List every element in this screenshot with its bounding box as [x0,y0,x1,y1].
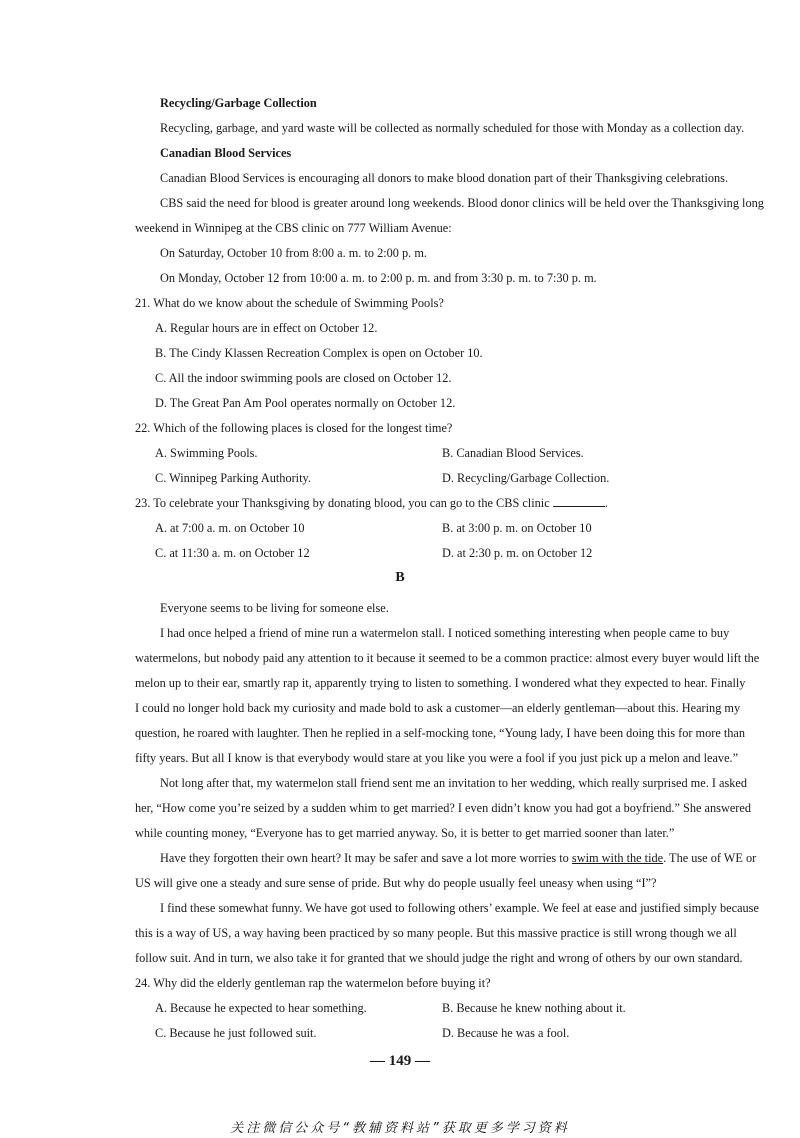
question-24-option-d: D. Because he was a fool. [442,1026,570,1040]
question-21-option-d: D. The Great Pan Am Pool operates normally on October 12. [155,396,456,410]
question-21-option-b: B. The Cindy Klassen Recreation Complex is open on October 10. [155,346,483,360]
passage-line-11-start: Have they forgotten their own heart? It may be safer and save a lot more worries to [160,851,572,865]
question-21-stem: 21. What do we know about the schedule of Swimming Pools? [135,296,444,310]
underlined-phrase: swim with the tide [571,851,664,865]
passage-line-7: fifty years. But all I know is that everybody would stare at you like you were a fool if you just pick up a melon and leave.” [135,751,739,765]
passage-line-11-end: . The use of WE or [663,851,757,865]
question-24-option-b: B. Because he knew nothing about it. [442,1001,626,1015]
question-23-stem-end: . [604,496,608,510]
passage-line-2: I had once helped a friend of mine run a watermelon stall. I noticed something interesting when people came to buy [160,626,730,640]
passage-line-13: I find these somewhat funny. We have got used to following others’ example. We feel at ease and justified simply because [160,901,759,915]
question-24-stem: 24. Why did the elderly gentleman rap the watermelon before buying it? [135,976,491,990]
passage-line-1: Everyone seems to be living for someone else. [160,601,389,615]
blood-paragraph-2-line-1: CBS said the need for blood is greater around long weekends. Blood donor clinics will be held over the Thanksgiving long [160,196,764,210]
recycling-text: Recycling, garbage, and yard waste will be collected as normally scheduled for those with Monday as a collection day. [160,121,745,135]
page-number: — 149 — [370,1053,430,1069]
question-23-option-b: B. at 3:00 p. m. on October 10 [442,521,592,535]
question-22-stem: 22. Which of the following places is closed for the longest time? [135,421,453,435]
passage-line-12: US will give one a steady and sure sense of pride. But why do people usually feel uneasy when using “I”? [135,876,657,890]
passage-line-5: I could no longer hold back my curiosity and made bold to ask a customer—an elderly gentleman—about this. Hearing my [135,701,741,715]
question-24-option-a: A. Because he expected to hear something. [155,1001,367,1015]
passage-line-10: while counting money, “Everyone has to get married anyway. So, it is better to get married sooner than later.” [135,826,675,840]
question-23-stem-text: 23. To celebrate your Thanksgiving by donating blood, you can go to the CBS clinic [135,496,550,510]
passage-line-14: this is a way of US, a way having been practiced by so many people. But this massive practice is still wrong though we all [135,926,737,940]
question-21-option-c: C. All the indoor swimming pools are closed on October 12. [155,371,452,385]
answer-blank [553,495,605,507]
question-23-stem [135,495,608,511]
blood-saturday-schedule: On Saturday, October 10 from 8:00 a. m. to 2:00 p. m. [160,246,427,260]
question-22-option-a: A. Swimming Pools. [155,446,258,460]
passage-line-8: Not long after that, my watermelon stall friend sent me an invitation to her wedding, which really surprised me. I asked [160,776,748,790]
blood-paragraph-2-line-2: weekend in Winnipeg at the CBS clinic on 777 William Avenue: [135,221,452,235]
passage-line-9: her, “How come you’re seized by a sudden whim to get married? I even didn’t know you had got a boyfriend.” She answered [135,801,751,815]
question-22-option-b: B. Canadian Blood Services. [442,446,584,460]
question-23-option-d: D. at 2:30 p. m. on October 12 [442,546,593,560]
blood-paragraph-1: Canadian Blood Services is encouraging all donors to make blood donation part of their Thanksgiving celebrations. [160,171,729,185]
passage-line-4: melon up to their ear, smartly rap it, apparently trying to listen to something. I wondered what they expected to hear. Finally [135,676,746,690]
recycling-heading: Recycling/Garbage Collection [160,96,317,110]
question-22-option-d: D. Recycling/Garbage Collection. [442,471,610,485]
question-22-option-c: C. Winnipeg Parking Authority. [155,471,311,485]
question-21-option-a: A. Regular hours are in effect on October 12. [155,321,378,335]
question-23-option-a: A. at 7:00 a. m. on October 10 [155,521,305,535]
blood-monday-schedule: On Monday, October 12 from 10:00 a. m. to 2:00 p. m. and from 3:30 p. m. to 7:30 p. m. [160,271,597,285]
passage-line-15: follow suit. And in turn, we also take it for granted that we should judge the right and wrong of others by our own standard. [135,951,743,965]
question-23-option-c: C. at 11:30 a. m. on October 12 [155,546,310,560]
passage-line-11 [160,850,756,866]
blood-heading: Canadian Blood Services [160,146,292,160]
question-24-option-c: C. Because he just followed suit. [155,1026,317,1040]
footer-watermark-note: 关注微信公众号“教辅资料站”获取更多学习资料 [230,1121,570,1136]
passage-line-6: question, he roared with laughter. Then he replied in a self-mocking tone, “Young lady, I have been doing this for more than [135,726,746,740]
part-b-title: B [395,570,405,585]
passage-line-3: watermelons, but nobody paid any attention to it because it seemed to be a common practice: almost every buyer would lift the [135,651,760,665]
